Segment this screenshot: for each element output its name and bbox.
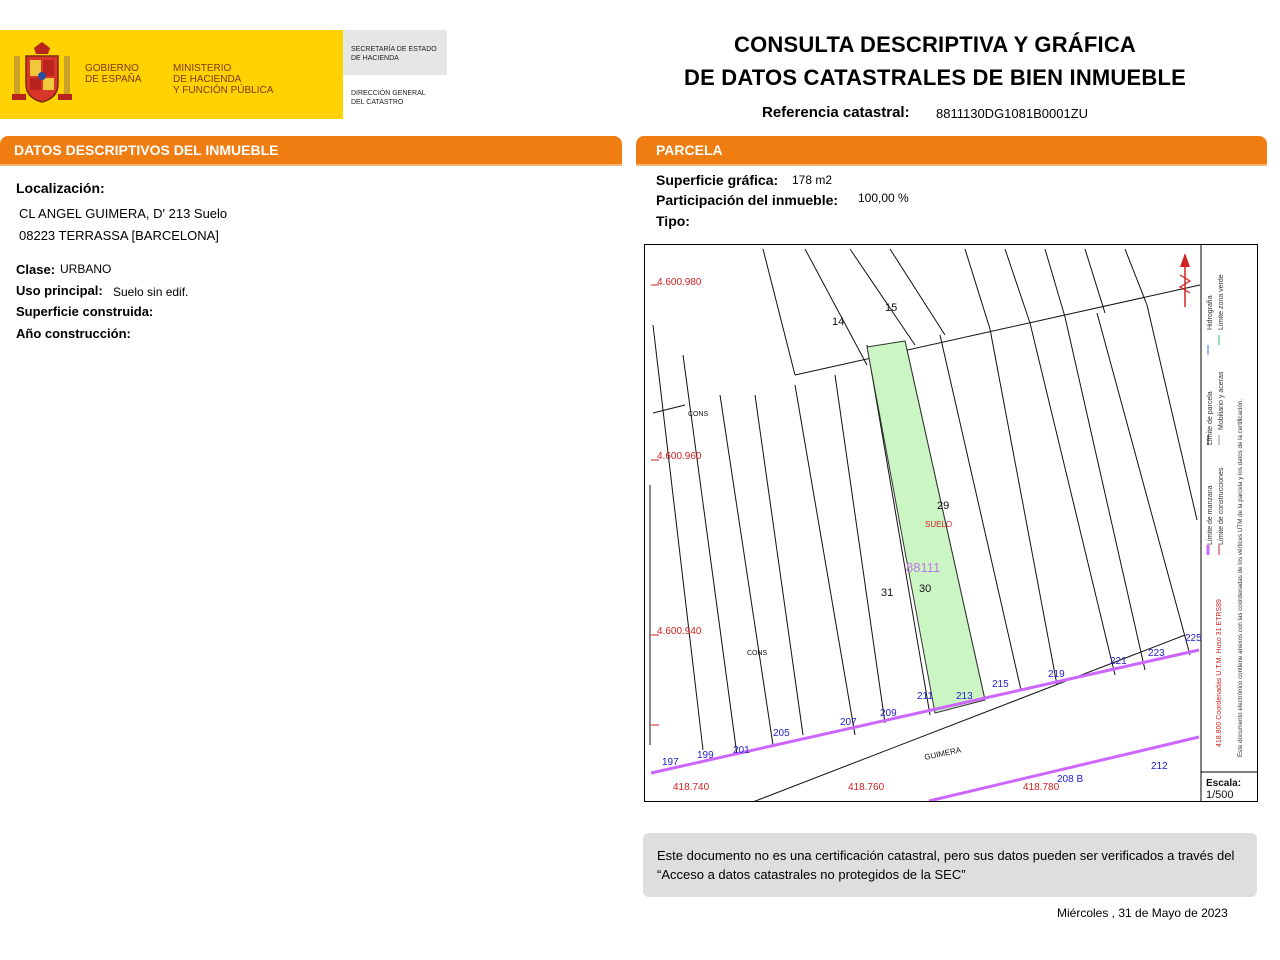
coord-y-1: 4.600.980 — [657, 277, 702, 288]
document-date: Miércoles , 31 de Mayo de 2023 — [1057, 906, 1228, 920]
tipo-label: Tipo: — [656, 213, 690, 229]
right-bar-underline — [636, 164, 1267, 166]
legend-item: Hidrografía — [1207, 295, 1214, 330]
escala-value: 1/500 — [1206, 789, 1234, 801]
cadastral-map-svg — [645, 245, 1258, 802]
doc-note: Este documento electrónico contiene anexos con las coordenadas de los vértices UTM de la parcela y los datos de la certificación. — [1237, 398, 1244, 757]
uso-principal-value: Suelo sin edif. — [113, 285, 189, 299]
street-number: 197 — [662, 757, 679, 768]
uso-principal-label: Uso principal: — [16, 283, 103, 298]
cons-label: CONS — [688, 411, 709, 418]
street-name: GUIMERA — [923, 745, 962, 762]
datos-descriptivos-header: DATOS DESCRIPTIVOS DEL INMUEBLE — [0, 136, 622, 164]
gobierno-label — [85, 63, 142, 85]
street-numbers-south — [1057, 761, 1168, 785]
localizacion-label: Localización: — [16, 180, 105, 196]
ref-catastral-label: Referencia catastral: — [762, 104, 910, 121]
address-line-1: CL ANGEL GUIMERA, D' 213 Suelo — [19, 206, 228, 221]
street-number: 205 — [773, 728, 790, 739]
street-number: 219 — [1048, 669, 1065, 680]
legend-item: Límite zona verde — [1218, 274, 1225, 330]
cons-label: CONS — [747, 650, 768, 657]
street-number: 211 — [917, 691, 933, 702]
participacion-label: Participación del inmueble: — [656, 192, 839, 208]
utm-note: 418.800 Coordenadas U.T.M. Huso 31 ETRS89 — [1216, 599, 1223, 747]
street-number: 212 — [1151, 761, 1168, 772]
direccion-line-1: DIRECCIÓN GENERAL — [351, 90, 426, 97]
superficie-grafica-label: Superficie gráfica: — [656, 172, 779, 188]
coord-x-3: 418.780 — [1023, 782, 1060, 793]
direccion-label — [351, 89, 426, 107]
block-number: 14 — [832, 316, 845, 328]
street-number: 225 — [1185, 633, 1202, 644]
street-number: 207 — [840, 717, 857, 728]
coord-x-1: 418.740 — [673, 782, 710, 793]
left-bar-underline — [0, 164, 622, 166]
parcela-header: PARCELA — [636, 136, 1267, 164]
coord-y-3: 4.600.940 — [657, 626, 702, 637]
block-number: 31 — [881, 587, 894, 599]
street-number: 208 B — [1057, 774, 1084, 785]
street-number: 199 — [697, 750, 714, 761]
block-number: 15 — [885, 302, 898, 314]
page-title-line-2: DE DATOS CATASTRALES DE BIEN INMUEBLE — [683, 65, 1186, 90]
superficie-grafica-value: 178 m2 — [792, 173, 833, 187]
suelo-label: SUELO — [925, 520, 953, 529]
legend-item: Límite de parcela — [1207, 391, 1214, 445]
street-number: 221 — [1110, 656, 1127, 667]
legend-item: Mobiliario y aceras — [1218, 371, 1225, 430]
block-number: 30 — [919, 583, 932, 595]
clase-label: Clase: — [16, 262, 56, 277]
parcel-ref-label: 88111 — [906, 560, 941, 575]
north-arrow-icon — [1180, 253, 1190, 307]
street-number: 201 — [733, 745, 750, 756]
gobierno-line-1: GOBIERNO — [85, 63, 139, 74]
clase-value: URBANO — [60, 262, 112, 276]
page-title-line-1: CONSULTA DESCRIPTIVA Y GRÁFICA — [733, 32, 1137, 57]
secretaria-label — [351, 45, 437, 63]
ministerio-line-3: Y FUNCIÓN PÚBLICA — [173, 85, 274, 96]
ano-construccion-label: Año construcción: — [16, 326, 131, 341]
coord-y-2: 4.600.960 — [657, 451, 702, 462]
ministerio-line-2: DE HACIENDA — [173, 74, 242, 85]
legend-item: Límite de manzana — [1207, 485, 1214, 545]
spain-coat-of-arms-icon — [12, 42, 72, 106]
coord-x-2: 418.760 — [848, 782, 885, 793]
direccion-line-2: DEL CATASTRO — [351, 99, 404, 106]
map-legend — [1207, 274, 1244, 757]
secretaria-line-2: DE HACIENDA — [351, 55, 399, 62]
gobierno-line-2: DE ESPAÑA — [85, 74, 142, 85]
address-line-2: 08223 TERRASSA [BARCELONA] — [19, 228, 219, 243]
ministerio-label — [173, 63, 273, 96]
participacion-value: 100,00 % — [858, 191, 909, 205]
superficie-construida-label: Superficie construida: — [16, 304, 154, 319]
block-number: 29 — [937, 500, 950, 512]
secretaria-line-1: SECRETARÍA DE ESTADO — [351, 46, 437, 53]
street-number: 215 — [992, 679, 1009, 690]
street-number: 209 — [880, 708, 897, 719]
coordinate-ticks — [651, 285, 659, 725]
street-number: 213 — [956, 691, 973, 702]
ref-catastral-value: 8811130DG1081B0001ZU — [936, 106, 1089, 121]
cadastral-map — [644, 244, 1258, 802]
ministerio-line-1: MINISTERIO — [173, 63, 232, 74]
escala-label: Escala: — [1206, 778, 1242, 789]
disclaimer-note: Este documento no es una certificación catastral, pero sus datos pueden ser verificados a través del “Acceso a datos catastrales no protegidos de la SEC” — [643, 833, 1257, 897]
legend-item: Límite de construcciones — [1218, 467, 1225, 545]
street-number: 223 — [1148, 648, 1165, 659]
